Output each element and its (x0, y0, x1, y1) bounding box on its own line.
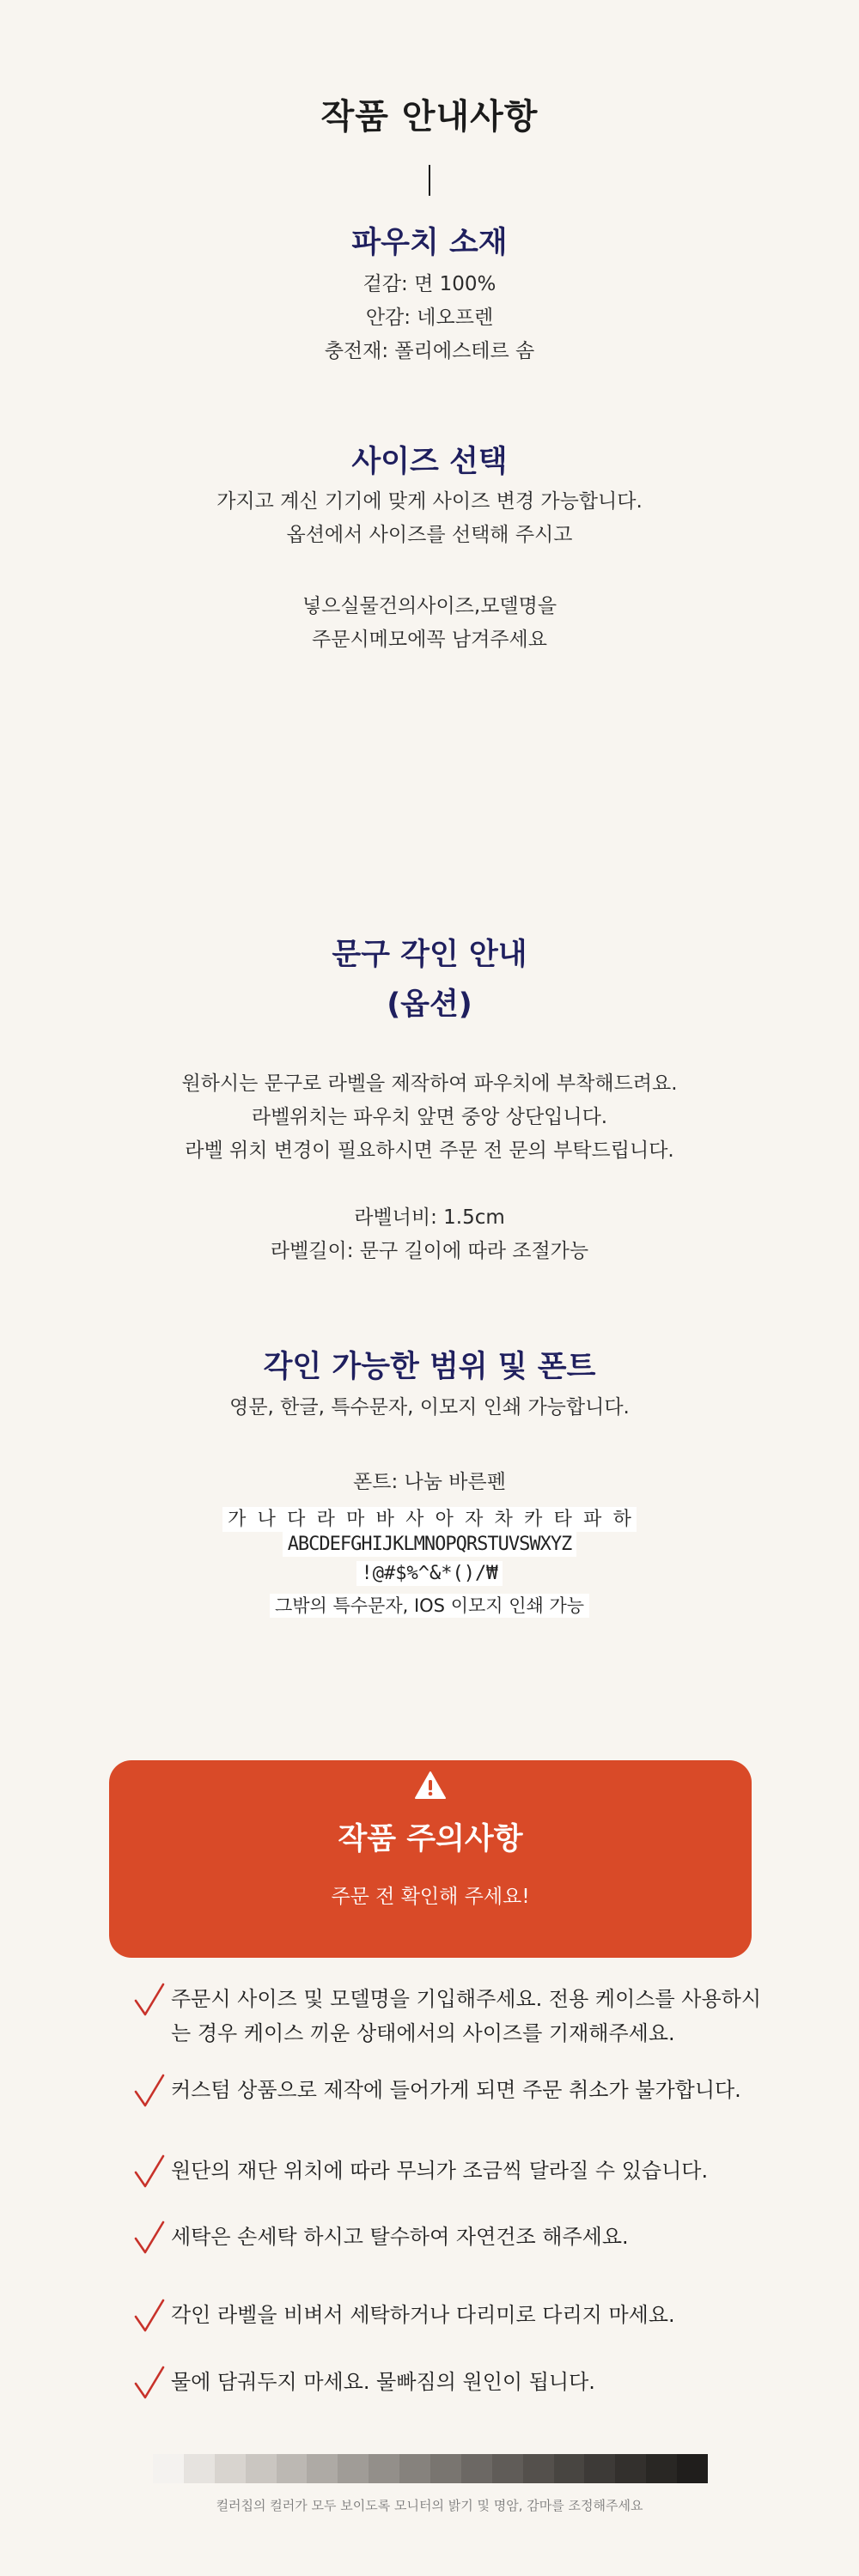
check-icon (133, 1982, 166, 2018)
label-spec (0, 1201, 859, 1268)
font-range-section-title: 각인 가능한 범위 및 폰트 (263, 1350, 596, 1384)
color-swatch (584, 2454, 615, 2483)
size-memo-line: 넣으실물건의사이즈,모델명을 (302, 595, 557, 617)
check-icon (133, 2220, 166, 2256)
color-swatch (399, 2454, 430, 2483)
size-section-title: 사이즈 선택 (351, 445, 508, 479)
engraving-lines (0, 1067, 859, 1168)
color-calibration-caption: 컬러칩의 컬러가 모두 보이도록 모니터의 밝기 및 명암, 감마를 조정해주세요 (216, 2498, 643, 2513)
font-sample-text: 가 나 다 라 마 바 사 아 자 차 카 타 파 하 (222, 1507, 637, 1532)
color-swatch (615, 2454, 646, 2483)
color-swatch (338, 2454, 369, 2483)
font-sample-text: 그밖의 특수문자, IOS 이모지 인쇄 가능 (270, 1594, 589, 1618)
font-sample-symbols (0, 1563, 859, 1584)
check-icon (133, 2154, 166, 2190)
color-swatch (646, 2454, 677, 2483)
material-line: 안감: 네오프렌 (365, 307, 494, 329)
color-swatch (461, 2454, 492, 2483)
material-section-title: 파우치 소재 (351, 226, 508, 260)
caution-item-text: 원단의 재단 위치에 따라 무늬가 조금씩 달라질 수 있습니다. (171, 2159, 709, 2183)
size-memo (0, 590, 859, 657)
label-spec-line: 라벨너비: 1.5cm (354, 1206, 505, 1229)
engraving-line: 라벨위치는 파우치 앞면 중앙 상단입니다. (251, 1106, 608, 1128)
caution-item-text: 주문시 사이즈 및 모델명을 기입해주세요. 전용 케이스를 사용하시는 경우 케이스 끼운 상태에서의 사이즈를 기재해주세요. (171, 1987, 761, 2045)
caution-item-text: 각인 라벨을 비벼서 세탁하거나 다리미로 다리지 마세요. (171, 2303, 675, 2327)
color-swatch (215, 2454, 246, 2483)
color-swatch (677, 2454, 708, 2483)
check-icon (133, 2365, 166, 2401)
title-divider (429, 165, 430, 196)
size-memo-line: 주문시메모에꼭 남겨주세요 (312, 629, 547, 651)
material-lines (0, 268, 859, 368)
font-sample-korean (0, 1504, 859, 1531)
font-range-text: 영문, 한글, 특수문자, 이모지 인쇄 가능합니다. (229, 1396, 630, 1419)
color-swatch (277, 2454, 308, 2483)
check-icon (133, 2073, 166, 2109)
engraving-title-line: 문구 각인 안내 (332, 938, 527, 972)
label-spec-line: 라벨길이: 문구 길이에 따라 조절가능 (270, 1240, 589, 1262)
caution-subtitle: 주문 전 확인해 주세요! (331, 1886, 530, 1908)
color-calibration-strip (153, 2454, 708, 2483)
engraving-line: 라벨 위치 변경이 필요하시면 주문 전 문의 부탁드립니다. (185, 1139, 674, 1162)
color-swatch (369, 2454, 399, 2483)
color-swatch (153, 2454, 184, 2483)
size-line: 가지고 계신 기기에 맞게 사이즈 변경 가능합니다. (216, 490, 643, 513)
color-swatch (184, 2454, 215, 2483)
color-swatch (430, 2454, 461, 2483)
size-line: 옵션에서 사이즈를 선택해 주시고 (286, 524, 573, 546)
caution-banner (109, 1760, 752, 1958)
color-swatch (554, 2454, 585, 2483)
color-swatch (492, 2454, 523, 2483)
check-icon (133, 2298, 166, 2334)
color-swatch (246, 2454, 277, 2483)
font-sample-latin (0, 1534, 859, 1555)
font-sample-text: ABCDEFGHIJKLMNOPQRSTUVSWXYZ (283, 1532, 577, 1557)
material-line: 충전재: 폴리에스테르 솜 (324, 340, 535, 362)
font-name-label: 폰트: 나눔 바른펜 (353, 1471, 506, 1493)
caution-title: 작품 주의사항 (338, 1822, 523, 1856)
engraving-title-line: (옵션) (387, 987, 472, 1022)
size-lines (0, 485, 859, 552)
material-line: 겉감: 면 100% (362, 273, 497, 295)
page-title: 작품 안내사항 (320, 97, 539, 137)
caution-item-text: 세탁은 손세탁 하시고 탈수하여 자연건조 해주세요. (171, 2225, 629, 2249)
font-sample-emoji-note (0, 1592, 859, 1618)
caution-item-text: 커스텀 상품으로 제작에 들어가게 되면 주문 취소가 불가합니다. (171, 2078, 741, 2102)
engraving-section-title (0, 930, 859, 1030)
warning-triangle-icon (414, 1771, 447, 1800)
caution-item-text: 물에 담궈두지 마세요. 물빠짐의 원인이 됩니다. (171, 2370, 595, 2394)
engraving-line: 원하시는 문구로 라벨을 제작하여 파우치에 부착해드려요. (181, 1072, 678, 1095)
color-swatch (523, 2454, 554, 2483)
font-sample-text: !@#$%^&*()/₩ (356, 1561, 503, 1586)
color-swatch (307, 2454, 338, 2483)
